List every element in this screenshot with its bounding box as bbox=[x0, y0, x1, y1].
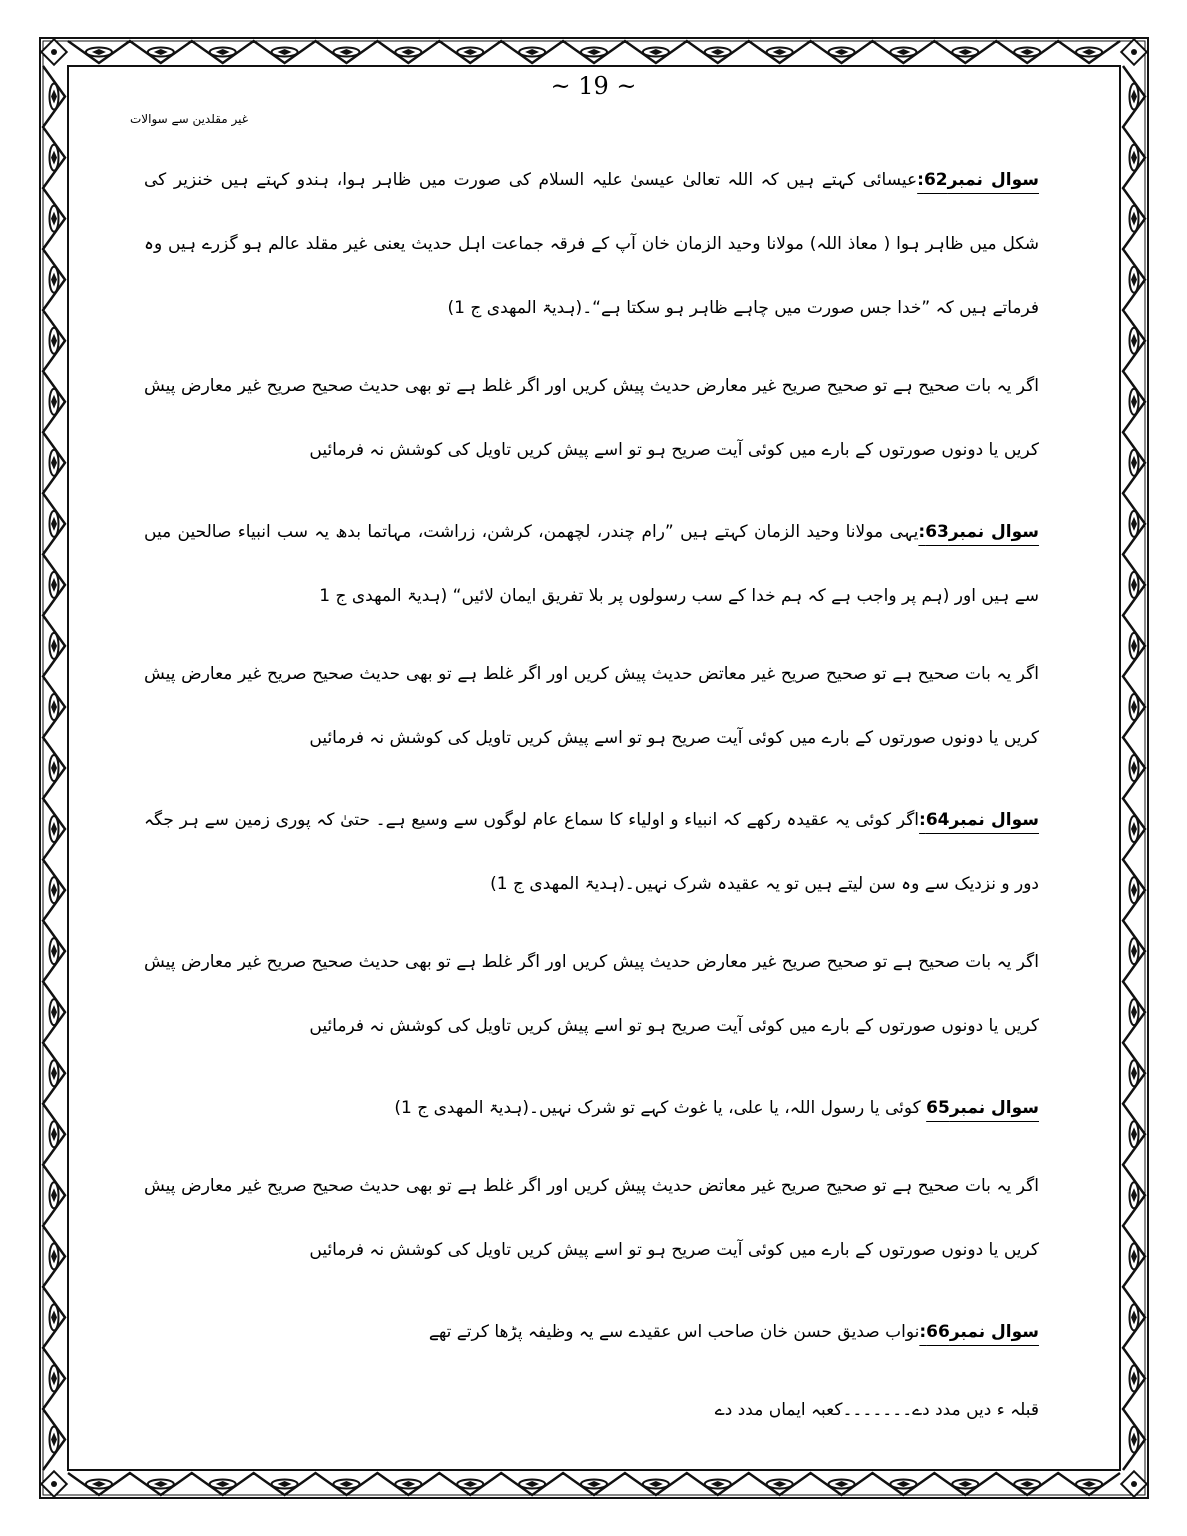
question-label: سوال نمبر63: bbox=[918, 522, 1040, 542]
verse-line: قبلہ ء دیں مدد دے۔۔۔۔۔۔۔کعبہ ایماں مدد دے bbox=[714, 1400, 1039, 1420]
page-body bbox=[144, 148, 1039, 1442]
question-label: سوال نمبر62: bbox=[917, 170, 1039, 190]
question-text: عیسائی کہتے ہیں کہ اللہ تعالیٰ عیسیٰ علیہ السلام کی صورت میں ظاہر ہوا، ہندو کہتے ہیں خنزیر کی شکل میں ظاہر ہوا ( معاذ اللہ) مولانا وحید الزمان خان آپ کے فرقہ جماعت اہل حدیث یعنی غیر مقلد عالم ہو گزرے ہیں وہ فرماتے ہیں کہ ”خدا جس صورت میں چاہے ظاہر ہو سکتا ہے“۔(ہدیۃ المھدی ج 1) bbox=[144, 170, 1039, 318]
question-65 bbox=[144, 1076, 1039, 1140]
response-paragraph: اگر یہ بات صحیح ہے تو صحیح صریح غیر معارض حدیث پیش کریں اور اگر غلط ہے تو بھی حدیث صحیح صریح غیر معارض پیش کریں یا دونوں صورتوں کے بارے میں کوئی آیت صریح ہو تو اسے پیش کریں تاویل کی کوشش نہ فرمائیں bbox=[144, 376, 1039, 460]
question-63 bbox=[144, 500, 1039, 628]
question-66 bbox=[144, 1300, 1039, 1364]
question-label: سوال نمبر65 bbox=[926, 1098, 1039, 1118]
question-62 bbox=[144, 148, 1039, 340]
response-paragraph: اگر یہ بات صحیح ہے تو صحیح صریح غیر معارض حدیث پیش کریں اور اگر غلط ہے تو بھی حدیث صحیح صریح غیر معارض پیش کریں یا دونوں صورتوں کے بارے میں کوئی آیت صریح ہو تو اسے پیش کریں تاویل کی کوشش نہ فرمائیں bbox=[144, 952, 1039, 1036]
question-text: یہی مولانا وحید الزمان کہتے ہیں ”رام چندر، لچھمن، کرشن، زراشت، مہاتما بدھ یہ سب انبیاء صالحین میں سے ہیں اور (ہم پر واجب ہے کہ ہم خدا کے سب رسولوں پر بلا تفریق ایمان لائیں“ (ہدیۃ المھدی ج 1 bbox=[144, 522, 1039, 606]
question-64 bbox=[144, 788, 1039, 916]
page-number: ~ 19 ~ bbox=[550, 72, 637, 100]
question-label: سوال نمبر66: bbox=[919, 1322, 1039, 1342]
question-text: نواب صدیق حسن خان صاحب اس عقیدے سے یہ وظیفہ پڑھا کرتے تھے bbox=[428, 1322, 920, 1342]
question-text: اگر کوئی یہ عقیدہ رکھے کہ انبیاء و اولیاء کا سماع عام لوگوں سے وسیع ہے۔ حتیٰ کہ پوری زمین سے ہر جگہ دور و نزدیک سے وہ سن لیتے ہیں تو یہ عقیدہ شرک نہیں۔(ہدیۃ المھدی ج 1) bbox=[144, 810, 1039, 894]
response-paragraph: اگر یہ بات صحیح ہے تو صحیح صریح غیر معاتض حدیث پیش کریں اور اگر غلط ہے تو بھی حدیث صحیح صریح غیر معارض پیش کریں یا دونوں صورتوں کے بارے میں کوئی آیت صریح ہو تو اسے پیش کریں تاویل کی کوشش نہ فرمائیں bbox=[144, 664, 1039, 748]
question-label: سوال نمبر64: bbox=[919, 810, 1039, 830]
response-paragraph: اگر یہ بات صحیح ہے تو صحیح صریح غیر معاتض حدیث پیش کریں اور اگر غلط ہے تو بھی حدیث صحیح صریح غیر معارض پیش کریں یا دونوں صورتوں کے بارے میں کوئی آیت صریح ہو تو اسے پیش کریں تاویل کی کوشش نہ فرمائیں bbox=[144, 1176, 1039, 1260]
running-head: غیر مقلدین سے سوالات bbox=[130, 112, 249, 126]
question-text: کوئی یا رسول اللہ، یا علی، یا غوث کہے تو شرک نہیں۔(ہدیۃ المھدی ج 1) bbox=[394, 1098, 927, 1118]
